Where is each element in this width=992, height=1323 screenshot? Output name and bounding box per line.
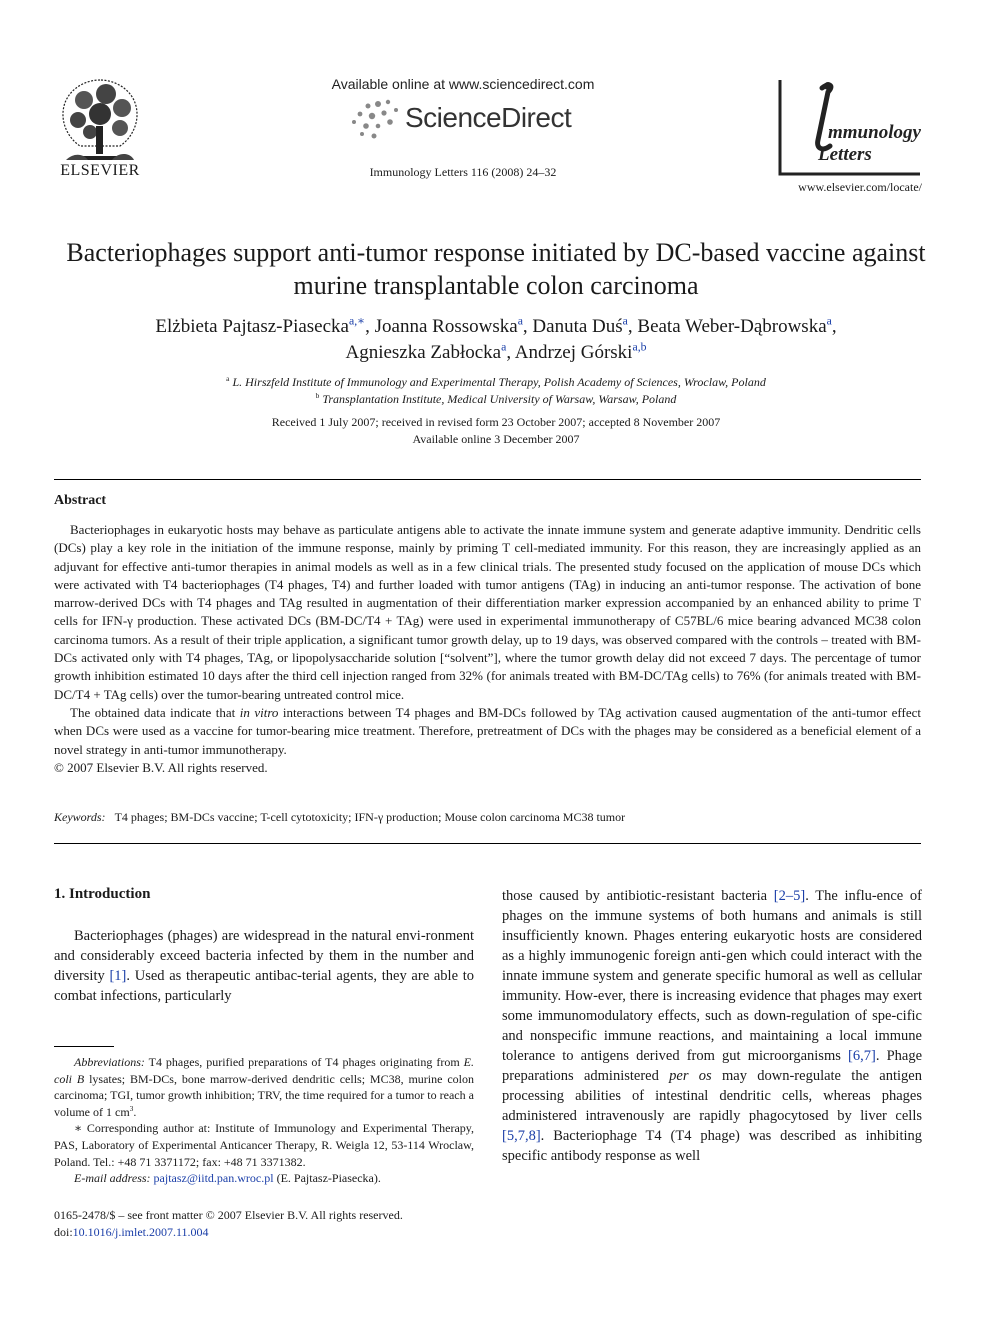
affiliations xyxy=(60,374,932,408)
journal-reference: Immunology Letters 116 (2008) 24–32 xyxy=(369,165,557,179)
abstract-heading: Abstract xyxy=(54,493,107,508)
doi-link[interactable]: 10.1016/j.imlet.2007.11.004 xyxy=(72,1225,209,1239)
footnote-abbreviations: Abbreviations: T4 phages, purified preparations of T4 phages originating from E. coli B lysates; BM-DCs, bone marrow-derived dendritic cells; MC38, murine colon carcinoma; TGI, tumor growth inhibition; TRV, the time required for a tumor to reach a volume of 1 $cm^3$. xyxy=(54,1055,474,1119)
abstract-paragraph-2: The obtained data indicate that in vitro interactions between T4 phages and BM-DCs followed by TAg activation caused augmentation of the anti-tumor effect when DCs were used as a vaccine for tumor-bearing mice treatment. Therefore, pretreatment of DCs with the phages may be considered as a beneficial element of a novel strategy in anti-tumor immunotherapy. xyxy=(54,704,921,757)
keywords xyxy=(54,810,921,825)
available-online-text[interactable]: Available online at www.sciencedirect.com xyxy=(331,76,595,92)
abstract-bottom-rule xyxy=(54,843,921,844)
author-5-affil-mark: a xyxy=(501,340,507,354)
doi-line: doi:10.1016/j.imlet.2007.11.004 xyxy=(54,1225,209,1239)
abstract-copyright: © 2007 Elsevier B.V. All rights reserved. xyxy=(54,759,268,775)
svg-text:Letters: Letters xyxy=(818,144,872,165)
author-6[interactable]: Andrzej Górski$^{a,b}$ xyxy=(514,340,647,363)
publisher-name: ELSEVIER xyxy=(60,162,140,179)
affiliation-a: $^a$ L. Hirszfeld Institute of Immunology and Experimental Therapy, Polish Academy of Sciences, Wroclaw, Poland xyxy=(226,374,766,389)
intro-paragraph-1: Bacteriophages (phages) are widespread in the natural envi-ronment and considerably exceed bacteria infected by them in the number and diversity [1]. Used as therapeutic antibac-terial agents, they are able to combat infections, particularly xyxy=(54,928,474,1004)
keywords-list: T4 phages; BM-DCs vaccine; T-cell cytotoxicity; IFN-γ production; Mouse colon carcinoma MC38 tumor xyxy=(114,810,626,824)
journal-url[interactable]: www.elsevier.com/locate/ xyxy=(798,180,922,194)
citation-link[interactable]: [6,7] xyxy=(848,1048,876,1064)
abstract-paragraph-1: Bacteriophages in eukaryotic hosts may behave as particulate antigens able to activate the innate immune system and generate adaptive immunity. Dendritic cells (DCs) play a key role in the initiation of the immune response, mainly by priming T cell-mediated immunity. For this reason, they are increasingly applied as an adjuvant for effective anti-tumor therapies in animal models as well as in a few clinical trials. The presented study focused on the application of mouse DCs which were activated with T4 bacteriophages (T4 phages, T4) and further loaded with tumor antigens (TAg) in inducing an anti-tumor response. The activation of bone marrow-derived DCs with T4 phages and TAg resulted in augmentation of their differentiation marker expression accompanied by an enhanced ability to prime T cells for IFN-γ production. These activated DCs (BM-DC/T4 + TAg) were used in experimental immunotherapy of C57BL/6 mice bearing advanced MC38 colon carcinoma tumors. As a result of their triple application, a significant tumor growth delay, up to 19 days, was observed compared with the controls – treated with BM-DCs activated only with T4 phages, TAg, or lipopolysaccharide solution [“solvent”], where the tumor growth delay did not exceed 7 days. The percentage of tumor growth inhibition estimated 10 days after the third cell injection ranged from 32% (for animals treated with BM-DC/TAg cells) to 76% (for animals treated with BM-DC/T4 + TAg cells) over the tumor-bearing untreated control mice. xyxy=(54,522,921,702)
author-4-affil-mark: a xyxy=(826,314,832,328)
footnote-email: E-mail address: pajtasz@iitd.pan.wroc.pl (E. Pajtasz-Piasecka). xyxy=(74,1171,381,1186)
author-2[interactable]: Joanna Rossowska$^a$, xyxy=(374,314,533,337)
abstract-body xyxy=(54,521,921,777)
author-3[interactable]: Danuta Duś$^a$, xyxy=(532,314,638,337)
right-column-text xyxy=(502,886,922,1166)
citation-link[interactable]: [1] xyxy=(109,968,127,984)
issn-line: 0165-2478/$ – see front matter © 2007 Elsevier B.V. All rights reserved. xyxy=(54,1208,403,1222)
affiliation-b: $^b$ Transplantation Institute, Medical University of Warsaw, Warsaw, Poland xyxy=(315,391,677,406)
received-dates: Received 1 July 2007; received in revised form 23 October 2007; accepted 8 November 2007 xyxy=(271,415,721,429)
immunology-letters-logo xyxy=(778,78,922,182)
author-2-affil-mark: a xyxy=(517,314,523,328)
article-title: Bacteriophages support anti-tumor response initiated by DC-based vaccine against murine transplantable colon carcinoma xyxy=(66,238,926,300)
intro-paragraph-1-cont: those caused by antibiotic-resistant bacteria [2–5]. The influ-ence of phages on the immune systems of both humans and animals is still insufficiently known. Phages entering eukaryotic hosts are considered as a highly immunogenic foreign anti-gen which could interact with the innate immune system and generate specific humoral as well as cellular immunity. How-ever, there is increasing evidence that phages may exert some immunomodulatory effects, such as down-regulation of spe-cific and nonspecific immune reactions, and maintaining a local immune tolerance to antigens derived from gut microorganisms [6,7]. Phage preparations administered per os may down-regulate the antigen processing abilities of intestinal dendritic cells, whereas phages administered intravenously are rapidly phagocytosed by liver cells [5,7,8]. Bacteriophage T4 (T4 phage) was described as inhibiting specific antibody response as well xyxy=(502,888,923,1164)
sciencedirect-wordmark: ScienceDirect xyxy=(405,102,572,133)
author-1-affil-mark: a,∗ xyxy=(348,314,366,328)
available-date: Available online 3 December 2007 xyxy=(412,432,580,446)
svg-text:mmunology: mmunology xyxy=(828,122,921,143)
issn-doi-block xyxy=(54,1207,474,1241)
author-3-affil-mark: a xyxy=(622,314,628,328)
abstract-top-rule xyxy=(54,479,921,480)
footnotes xyxy=(54,1054,474,1187)
author-6-affil-mark: a,b xyxy=(632,340,647,354)
citation-link[interactable]: [5,7,8] xyxy=(502,1128,541,1144)
author-list xyxy=(60,314,932,366)
section-heading-introduction: 1. Introduction xyxy=(54,886,151,902)
citation-link[interactable]: [2–5] xyxy=(773,888,806,904)
author-4[interactable]: Beata Weber-Dąbrowska$^a$, xyxy=(637,314,837,337)
keywords-label: Keywords: xyxy=(54,810,106,824)
article-dates xyxy=(60,414,932,448)
email-link[interactable]: pajtasz@iitd.pan.wroc.pl xyxy=(153,1171,274,1186)
footnote-rule xyxy=(54,1046,114,1047)
author-1[interactable]: Elżbieta Pajtasz-Piasecka$^{a,∗}$, xyxy=(155,314,375,337)
footnote-corresponding-author: ∗ Corresponding author at: Institute of Immunology and Experimental Therapy, PAS, Laboratory of Experimental Anticancer Therapy, R. Weigla 12, 53-114 Wroclaw, Poland. Tel.: +48 71 3371172; fax: +48 71 3371382. xyxy=(54,1121,474,1169)
left-column-text xyxy=(54,926,474,1006)
author-5[interactable]: Agnieszka Zabłocka$^a$, xyxy=(345,340,515,363)
